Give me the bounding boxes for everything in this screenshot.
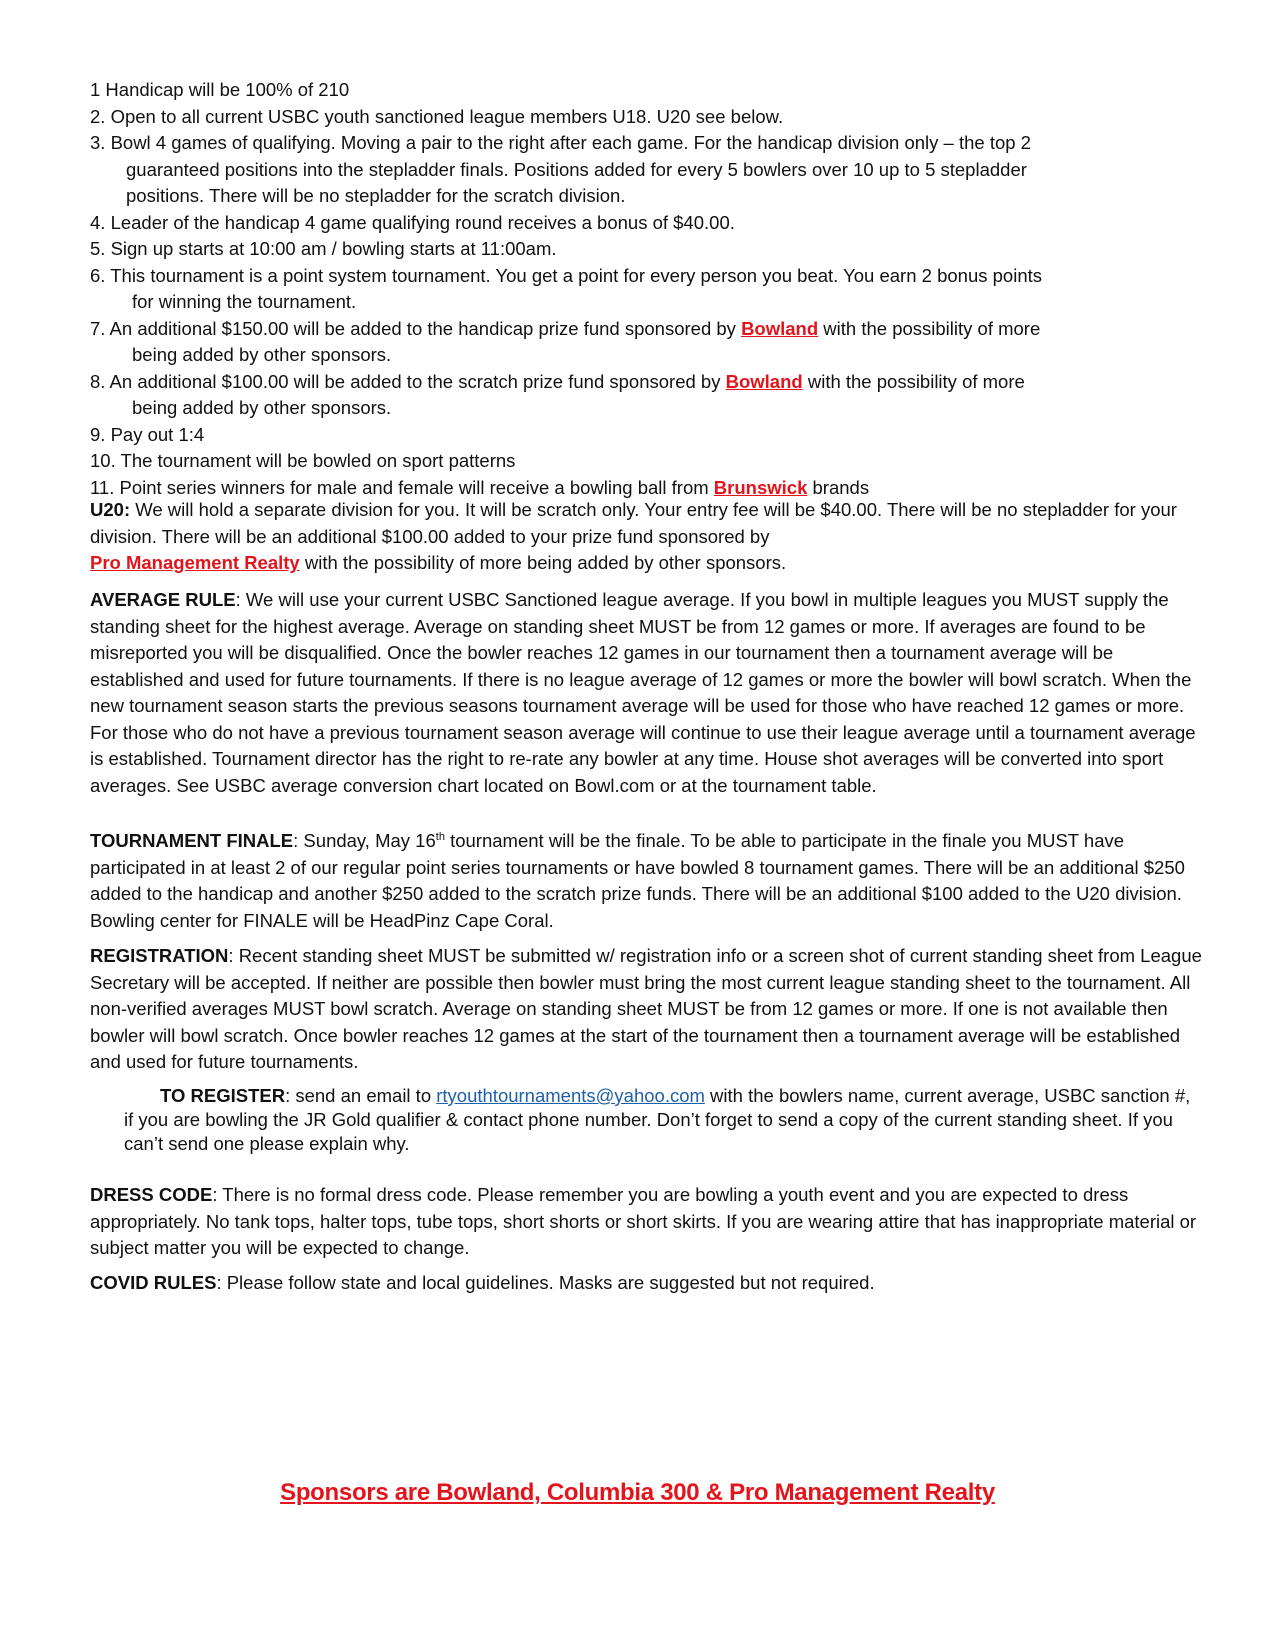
to-register-text: : send an email to bbox=[285, 1085, 437, 1106]
rule-3-line-1: 3. Bowl 4 games of qualifying. Moving a pair to the right after each game. For the handicap division only – the top 2 bbox=[90, 132, 1031, 153]
sponsors-banner: Sponsors are Bowland, Columbia 300 & Pro Management Realty bbox=[280, 1479, 995, 1506]
average-rule-label: AVERAGE RULE bbox=[90, 589, 236, 610]
finale-label: TOURNAMENT FINALE bbox=[90, 830, 294, 851]
rule-3-line-2: guaranteed positions into the stepladder finals. Positions added for every 5 bowlers over 10 up to 5 stepladder bbox=[126, 158, 1027, 180]
rule-7-text-post: with the possibility of more bbox=[818, 317, 1041, 339]
bowland-sponsor-link: Bowland bbox=[725, 370, 803, 392]
rule-3-line-3: positions. There will be no stepladder for the scratch division. bbox=[126, 185, 626, 206]
rule-10: 10. The tournament will be bowled on sport patterns bbox=[90, 450, 516, 471]
email-link[interactable]: rtyouthtournaments@yahoo.com bbox=[436, 1085, 705, 1106]
covid-text: : Please follow state and local guidelines. Masks are suggested but not required. bbox=[216, 1272, 875, 1293]
rule-7-line-2: being added by other sponsors. bbox=[132, 344, 392, 365]
rule-8-text: 8. An additional $100.00 will be added to the scratch prize fund sponsored by bbox=[90, 370, 726, 392]
rule-5: 5. Sign up starts at 10:00 am / bowling starts at 11:00am. bbox=[90, 238, 557, 259]
to-register-text-post: with the bowlers name, current average, USBC sanction #, if you are bowling the JR Gold qualifier & contact phone number. Don’t forget to send a copy of the current standing sheet. If you can’t send one please explain why. bbox=[124, 1085, 1191, 1154]
rule-1: 1 Handicap will be 100% of 210 bbox=[90, 79, 350, 100]
u20-label: U20: bbox=[90, 499, 131, 520]
bowland-sponsor-link: Bowland bbox=[741, 317, 819, 339]
rule-2: 2. Open to all current USBC youth sanctioned league members U18. U20 see below. bbox=[90, 105, 784, 127]
rules-list bbox=[90, 77, 1210, 501]
registration-paragraph bbox=[90, 943, 1210, 1076]
u20-text-post: with the possibility of more being added by other sponsors. bbox=[299, 552, 787, 573]
rule-6-line-2: for winning the tournament. bbox=[132, 291, 357, 312]
rule-8 bbox=[90, 369, 1210, 422]
rule-3 bbox=[90, 130, 1210, 210]
finale-date: : Sunday, May 16 bbox=[293, 830, 436, 851]
u20-text: We will hold a separate division for you. It will be scratch only. Your entry fee will be $40.00. There will be no stepladder for your division. There will be an additional $100.00 added to your prize fund sponsored by bbox=[90, 499, 1177, 547]
rule-11-text: 11. Point series winners for male and female will receive a bowling ball from bbox=[90, 476, 714, 498]
rule-11-text-post: brands bbox=[807, 476, 870, 498]
rule-9: 9. Pay out 1:4 bbox=[90, 423, 205, 445]
covid-label: COVID RULES bbox=[90, 1272, 217, 1293]
dress-code-paragraph bbox=[90, 1182, 1210, 1262]
finale-date-suffix: th bbox=[435, 830, 445, 843]
to-register-label: TO REGISTER bbox=[160, 1085, 286, 1106]
dress-code-label: DRESS CODE bbox=[90, 1184, 213, 1205]
brunswick-sponsor-link: Brunswick bbox=[713, 476, 808, 498]
registration-text: : Recent standing sheet MUST be submitted w/ registration info or a screen shot of current standing sheet from League Secretary will be accepted. If neither are possible then bowler must bring the most current league standing sheet to the tournament. All non-verified averages MUST bowl scratch. Average on standing sheet MUST be from 12 games or more. If one is not available then bowler will bowl scratch. Once bowler reaches 12 games at the start of the tournament then a tournament average will be established and used for future tournaments. bbox=[90, 945, 1202, 1072]
rule-8-text-post: with the possibility of more bbox=[802, 370, 1025, 392]
average-rule-paragraph bbox=[90, 587, 1210, 799]
rule-6 bbox=[90, 263, 1210, 316]
average-rule-text: : We will use your current USBC Sanctioned league average. If you bowl in multiple leagues you MUST supply the standing sheet for the highest average. Average on standing sheet MUST be from 12 games or more. If averages are found to be misreported you will be disqualified. Once the bowler reaches 12 games in our tournament then a tournament average will be established and used for future tournaments. If there is no league average of 12 games or more the bowler will bowl scratch. When the new tournament season starts the previous seasons tournament average will be used for those who have reached 12 games or more. For those who do not have a previous tournament season average will continue to use their league average until a tournament average is established. Tournament director has the right to re-rate any bowler at any time. House shot averages will be converted into sport averages. See USBC average conversion chart located on Bowl.com or at the tournament table. bbox=[90, 589, 1196, 796]
dress-code-text: : There is no formal dress code. Please remember you are bowling a youth event and you are expected to dress appropriately. No tank tops, halter tops, tube tops, short shorts or short skirts. If you are wearing attire that has inappropriate material or subject matter you will be expected to change. bbox=[90, 1184, 1197, 1258]
finale-paragraph bbox=[90, 828, 1210, 934]
rule-6-line-1: 6. This tournament is a point system tournament. You get a point for every person you beat. You earn 2 bonus points bbox=[90, 264, 1042, 286]
pro-management-sponsor-link: Pro Management Realty bbox=[90, 552, 300, 573]
to-register-paragraph bbox=[124, 1084, 1204, 1156]
rule-7-text: 7. An additional $150.00 will be added to the handicap prize fund sponsored by bbox=[90, 317, 742, 339]
u20-paragraph bbox=[90, 497, 1210, 577]
rule-4: 4. Leader of the handicap 4 game qualifying round receives a bonus of $40.00. bbox=[90, 211, 735, 233]
covid-paragraph bbox=[90, 1270, 1210, 1297]
rule-7 bbox=[90, 316, 1210, 369]
finale-text: tournament will be the finale. To be able to participate in the finale you MUST have participated in at least 2 of our regular point series tournaments or have bowled 8 tournament games. There will be an additional $250 added to the handicap and another $250 added to the scratch prize funds. There will be an additional $100 added to the U20 division. Bowling center for FINALE will be HeadPinz Cape Coral. bbox=[90, 830, 1185, 931]
registration-label: REGISTRATION bbox=[90, 945, 229, 966]
rule-8-line-2: being added by other sponsors. bbox=[132, 397, 392, 418]
